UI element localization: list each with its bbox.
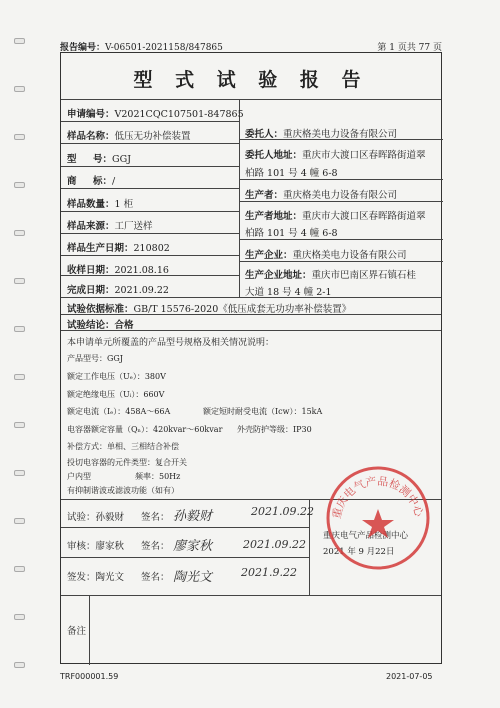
test-conclusion: 试验结论：合格 [67,320,134,331]
coverage-heading: 本申请单元所覆盖的产品型号规格及相关情况说明： [67,338,275,348]
factory-address: 生产企业地址：重庆市巴南区界石镇石桂 [245,270,417,281]
sample-quantity: 样品数量：1 柜 [67,199,134,210]
form-date: 2021-07-05 [386,672,433,681]
factory-address-2: 大道 18 号 4 幢 2-1 [245,287,332,298]
producer: 生产者：重庆格美电力设备有限公司 [245,190,398,201]
page-info: 第 1 页共 77 页 [377,43,442,53]
client: 委托人：重庆格美电力设备有限公司 [245,129,398,140]
report-frame [60,52,442,664]
received-date: 收样日期：2021.08.16 [67,265,169,276]
coverage-type: 户内型 [67,472,91,481]
approver-signature: 陶光文 [173,570,213,585]
issue-date: 2021 年 9 月22日 [323,547,395,557]
application-no: 申请编号：V2021CQC107501-847865 [67,109,244,120]
svg-text:重庆电气产品检测中心: 重庆电气产品检测中心 [330,474,426,521]
reviewer-signature: 廖家秋 [173,539,213,554]
report-title: 型 式 试 验 报 告 [133,69,369,91]
form-number: TRF000001.59 [60,672,119,681]
official-seal [323,463,433,573]
tester-row: 试验：孙毅财 [67,512,125,523]
coverage-qn: 电容器额定容量（Qₙ）：420kvar～60kvar [67,425,223,434]
reviewer-row: 审核：廖家秋 [67,541,125,552]
production-date: 样品生产日期：210802 [67,243,170,254]
coverage-ue: 额定工作电压（Uₑ）：380V [67,372,166,381]
binding-holes [14,0,24,708]
trademark: 商 标：/ [67,176,116,187]
coverage-frequency: 频率：50Hz [135,472,181,481]
completed-date: 完成日期：2021.09.22 [67,285,169,296]
producer-address: 生产者地址：重庆市大渡口区春晖路街道翠 [245,211,426,222]
sample-name: 样品名称：低压无功补偿装置 [67,131,191,142]
sample-source: 样品来源：工厂送样 [67,221,153,232]
reviewer-date: 2021.09.22 [243,538,306,551]
coverage-harmonic: 有抑制谐波或滤波功能（如有） [67,486,179,495]
coverage-ie: 额定电流（Iₑ）：458A～66A [67,407,171,416]
reviewer-sign-label: 签名： [141,541,170,552]
coverage-compensation: 补偿方式：单相、三相结合补偿 [67,442,179,451]
remarks-label: 备注 [67,626,87,637]
client-address-2: 柏路 101 号 4 幢 6-8 [245,168,338,179]
coverage-ui: 额定绝缘电压（Uᵢ）：660V [67,390,165,399]
report-number: 报告编号：V-06501-2021158/847865 [60,43,223,53]
approver-date: 2021.9.22 [241,566,297,579]
coverage-model: 产品型号：GGJ [67,354,123,363]
approver-sign-label: 签名： [141,572,170,583]
tester-sign-label: 签名： [141,512,170,523]
tester-signature: 孙毅财 [173,509,213,524]
coverage-switch: 投切电容器的元件类型：复合开关 [67,458,187,467]
test-basis: 试验依据标准：GB/T 15576-2020《低压成套无功功率补偿装置》 [67,304,352,315]
coverage-ip: 外壳防护等级：IP30 [237,425,312,434]
producer-address-2: 柏路 101 号 4 幢 6-8 [245,228,338,239]
approver-row: 签发：陶光文 [67,572,125,583]
issuing-org: 重庆电气产品检测中心 [323,531,409,541]
factory: 生产企业：重庆格美电力设备有限公司 [245,250,407,261]
tester-date: 2021.09.22 [251,505,314,518]
sample-model: 型 号：GGJ [67,154,132,165]
client-address: 委托人地址：重庆市大渡口区春晖路街道翠 [245,150,426,161]
coverage-icw: 额定短时耐受电流（Icw）：15kA [203,407,323,416]
